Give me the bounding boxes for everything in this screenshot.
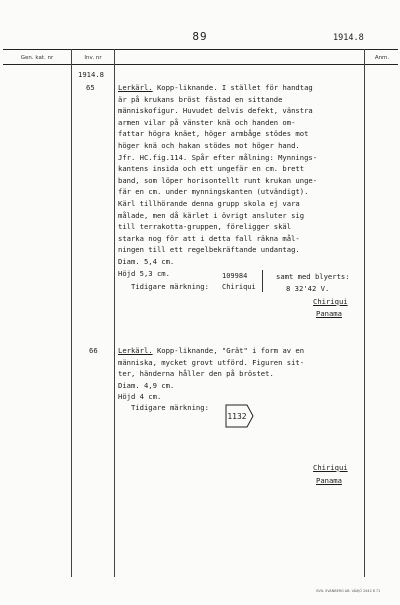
description-line: band, som löper horisontellt runt krukan unge- xyxy=(118,175,318,185)
diameter: Diam. 4,9 cm. xyxy=(118,380,175,390)
marking-code: 109984 xyxy=(222,272,248,280)
location-country: Panama xyxy=(316,476,342,485)
entry-title: Lerkärl. xyxy=(118,346,153,355)
page-year: 1914.8 xyxy=(333,33,364,43)
column-divider-1 xyxy=(71,49,72,577)
description-line: människofigur. Huvudet delvis defekt, vänstra xyxy=(118,106,313,116)
column-header-anm: Anm. xyxy=(374,55,390,61)
header-bottom-rule xyxy=(3,64,398,65)
previous-marking-label: Tidigare märkning: xyxy=(131,403,209,412)
entry-description xyxy=(118,82,363,279)
height: Höjd 4 cm. xyxy=(118,392,162,402)
description-line: Kopp-liknande. I stället för handtag xyxy=(156,83,313,92)
description-line: Jfr. HC.fig.114. Spår efter målning: Mynnings- xyxy=(118,152,318,162)
description-line: ter, händerna håller den på bröstet. xyxy=(118,369,274,379)
marking-place: Chiriqui xyxy=(222,283,256,291)
header-top-rule xyxy=(3,49,398,50)
location-region: Chiriqui xyxy=(313,463,348,472)
column-header-inv: Inv. nr xyxy=(84,55,102,61)
description-line: målade, men då kärlet i övrigt ansluter sig xyxy=(118,210,305,220)
marking-badge-text: 1132 xyxy=(227,412,247,421)
description-line: fär en cm. under mynningskanten (utvändigt). xyxy=(118,187,309,197)
description-line: kantens insida och ett ungefär en cm. brett xyxy=(118,164,305,174)
inventory-number: 65 xyxy=(86,83,95,92)
pencil-marking: 8 32'42 V. xyxy=(286,284,330,293)
entry-title: Lerkärl. xyxy=(118,83,153,92)
stamp-edge xyxy=(262,270,263,292)
description-line: människa, mycket grovt utförd. Figuren sit- xyxy=(118,357,305,367)
description-line: till terrakotta-gruppen, föreligger skäl xyxy=(118,222,292,232)
column-header-gen-kat: Gen. kat. nr xyxy=(20,55,54,61)
marking-badge xyxy=(222,401,256,431)
description-line: höger knä och hakan stödes mot höger hand. xyxy=(118,140,300,150)
entry-description xyxy=(118,345,363,403)
entry-year: 1914.8 xyxy=(78,70,104,79)
description-line: starka nog för att i detta fall räkna mål- xyxy=(118,233,300,243)
print-code: SVN. SVANBERG AB. VÄXJÖ 2442 8 71 xyxy=(316,589,381,593)
diameter: Diam. 5,4 cm. xyxy=(118,256,175,266)
description-line: Kärl tillhörande denna grupp skola ej vara xyxy=(118,198,300,208)
description-line: fattar högra knäet, höger armbåge stödes mot xyxy=(118,129,309,139)
description-line: är på krukans bröst fästad en sittande xyxy=(118,94,283,104)
description-line: Kopp-liknande, "Grät" i form av en xyxy=(156,346,305,355)
inventory-number: 66 xyxy=(89,346,98,355)
page-number: 89 xyxy=(192,30,208,43)
location-country: Panama xyxy=(316,309,342,318)
description-line: armen vilar på vänster knä och handen om- xyxy=(118,117,296,127)
height: Höjd 5,3 cm. xyxy=(118,268,170,278)
column-divider-2 xyxy=(114,49,115,577)
column-divider-3 xyxy=(364,49,365,577)
pencil-note: samt med blyerts: xyxy=(276,272,350,281)
location-region: Chiriqui xyxy=(313,297,348,306)
description-line: ningen till ett regelbekräftande undantag. xyxy=(118,245,300,255)
previous-marking-label: Tidigare märkning: xyxy=(131,282,209,291)
